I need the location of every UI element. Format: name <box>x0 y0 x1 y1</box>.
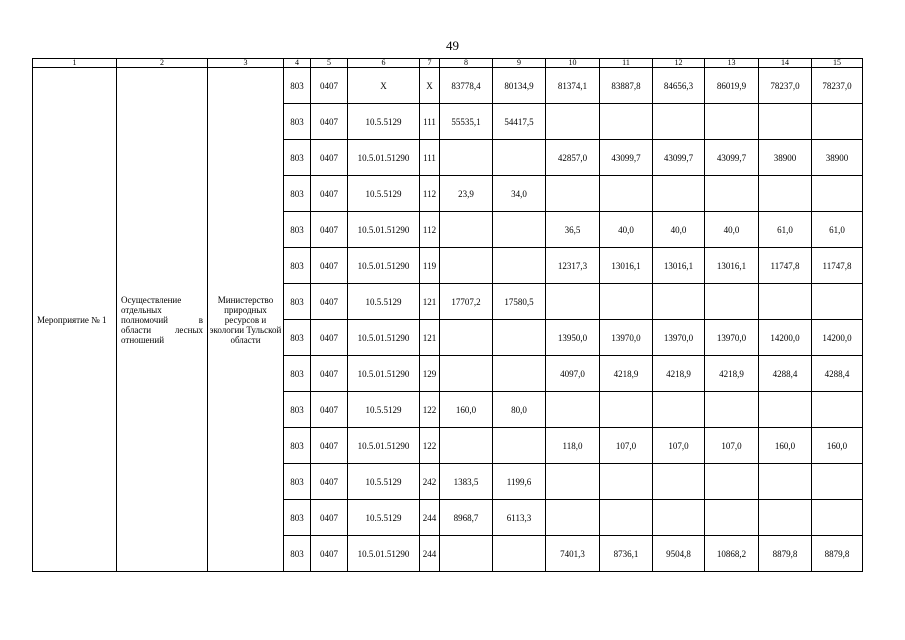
section-code: 0407 <box>311 104 348 140</box>
value-col-9: 6113,3 <box>493 500 546 536</box>
section-code: 0407 <box>311 248 348 284</box>
value-col-10 <box>546 284 600 320</box>
value-col-8: 83778,4 <box>440 68 493 104</box>
grbs-code: 803 <box>284 320 311 356</box>
value-col-13 <box>705 464 759 500</box>
expense-type: 121 <box>420 284 440 320</box>
section-code: 0407 <box>311 392 348 428</box>
value-col-12 <box>653 284 705 320</box>
value-col-12: 13016,1 <box>653 248 705 284</box>
grbs-code: 803 <box>284 140 311 176</box>
value-col-13: 13016,1 <box>705 248 759 284</box>
value-col-11 <box>600 500 653 536</box>
value-col-11 <box>600 464 653 500</box>
column-number-13: 13 <box>705 59 759 68</box>
section-code: 0407 <box>311 176 348 212</box>
value-col-15: 11747,8 <box>812 248 863 284</box>
section-code: 0407 <box>311 68 348 104</box>
grbs-code: 803 <box>284 356 311 392</box>
value-col-11: 13016,1 <box>600 248 653 284</box>
section-code: 0407 <box>311 356 348 392</box>
value-col-14 <box>759 176 812 212</box>
column-number-2: 2 <box>117 59 208 68</box>
value-col-15 <box>812 500 863 536</box>
value-col-15 <box>812 464 863 500</box>
value-col-12: 43099,7 <box>653 140 705 176</box>
value-col-12: 4218,9 <box>653 356 705 392</box>
value-col-9 <box>493 140 546 176</box>
grbs-code: 803 <box>284 212 311 248</box>
value-col-15 <box>812 392 863 428</box>
value-col-8: 1383,5 <box>440 464 493 500</box>
value-col-14: 11747,8 <box>759 248 812 284</box>
value-col-9: 80134,9 <box>493 68 546 104</box>
expense-type: 112 <box>420 212 440 248</box>
section-code: 0407 <box>311 212 348 248</box>
column-number-12: 12 <box>653 59 705 68</box>
grbs-code: 803 <box>284 176 311 212</box>
value-col-14 <box>759 104 812 140</box>
target-article: 10.5.5129 <box>348 176 420 212</box>
column-number-5: 5 <box>311 59 348 68</box>
column-number-9: 9 <box>493 59 546 68</box>
section-code: 0407 <box>311 536 348 572</box>
value-col-9: 17580,5 <box>493 284 546 320</box>
value-col-8 <box>440 428 493 464</box>
expense-type: 111 <box>420 104 440 140</box>
value-col-11: 40,0 <box>600 212 653 248</box>
value-col-14: 14200,0 <box>759 320 812 356</box>
value-col-12: 9504,8 <box>653 536 705 572</box>
value-col-14: 8879,8 <box>759 536 812 572</box>
value-col-13: 40,0 <box>705 212 759 248</box>
value-col-9 <box>493 536 546 572</box>
value-col-15: 78237,0 <box>812 68 863 104</box>
value-col-11: 83887,8 <box>600 68 653 104</box>
expense-type: 244 <box>420 500 440 536</box>
value-col-10 <box>546 392 600 428</box>
grbs-code: 803 <box>284 392 311 428</box>
value-col-8 <box>440 140 493 176</box>
value-col-15: 14200,0 <box>812 320 863 356</box>
column-number-8: 8 <box>440 59 493 68</box>
value-col-15 <box>812 284 863 320</box>
column-number-7: 7 <box>420 59 440 68</box>
column-number-1: 1 <box>33 59 117 68</box>
executor-cell: Министерство природных ресурсов и экологии Тульской области <box>208 68 284 572</box>
value-col-10: 118,0 <box>546 428 600 464</box>
value-col-9 <box>493 320 546 356</box>
value-col-10: 81374,1 <box>546 68 600 104</box>
target-article: 10.5.5129 <box>348 104 420 140</box>
value-col-14: 160,0 <box>759 428 812 464</box>
value-col-13 <box>705 284 759 320</box>
value-col-10 <box>546 464 600 500</box>
value-col-9 <box>493 212 546 248</box>
value-col-14: 61,0 <box>759 212 812 248</box>
value-col-10 <box>546 104 600 140</box>
value-col-12 <box>653 176 705 212</box>
header-row <box>33 59 863 68</box>
section-code: 0407 <box>311 140 348 176</box>
value-col-12: 107,0 <box>653 428 705 464</box>
expense-type: 121 <box>420 320 440 356</box>
target-article: 10.5.01.51290 <box>348 248 420 284</box>
expense-type: 244 <box>420 536 440 572</box>
value-col-9 <box>493 356 546 392</box>
value-col-13 <box>705 176 759 212</box>
value-col-10: 4097,0 <box>546 356 600 392</box>
table-row <box>33 68 863 104</box>
value-col-14 <box>759 500 812 536</box>
target-article: 10.5.01.51290 <box>348 356 420 392</box>
target-article: X <box>348 68 420 104</box>
grbs-code: 803 <box>284 104 311 140</box>
grbs-code: 803 <box>284 536 311 572</box>
value-col-12 <box>653 464 705 500</box>
expense-type: 112 <box>420 176 440 212</box>
value-col-15: 4288,4 <box>812 356 863 392</box>
target-article: 10.5.5129 <box>348 392 420 428</box>
expense-type: 129 <box>420 356 440 392</box>
value-col-8 <box>440 356 493 392</box>
expense-type: 111 <box>420 140 440 176</box>
value-col-15: 38900 <box>812 140 863 176</box>
grbs-code: 803 <box>284 68 311 104</box>
target-article: 10.5.5129 <box>348 464 420 500</box>
value-col-11: 8736,1 <box>600 536 653 572</box>
value-col-13: 13970,0 <box>705 320 759 356</box>
expense-type: 122 <box>420 428 440 464</box>
value-col-8 <box>440 212 493 248</box>
grbs-code: 803 <box>284 248 311 284</box>
value-col-14 <box>759 392 812 428</box>
value-col-9: 80,0 <box>493 392 546 428</box>
value-col-9: 54417,5 <box>493 104 546 140</box>
value-col-12 <box>653 104 705 140</box>
section-code: 0407 <box>311 428 348 464</box>
value-col-15 <box>812 176 863 212</box>
measure-name-cell: Мероприятие № 1 <box>33 68 117 572</box>
section-code: 0407 <box>311 500 348 536</box>
value-col-11 <box>600 104 653 140</box>
value-col-10 <box>546 500 600 536</box>
value-col-13 <box>705 392 759 428</box>
column-number-3: 3 <box>208 59 284 68</box>
value-col-11: 107,0 <box>600 428 653 464</box>
value-col-8 <box>440 248 493 284</box>
value-col-12: 13970,0 <box>653 320 705 356</box>
value-col-8 <box>440 536 493 572</box>
expense-type: 119 <box>420 248 440 284</box>
expense-type: 242 <box>420 464 440 500</box>
value-col-8: 17707,2 <box>440 284 493 320</box>
value-col-10 <box>546 176 600 212</box>
value-col-13: 10868,2 <box>705 536 759 572</box>
value-col-13: 43099,7 <box>705 140 759 176</box>
value-col-11 <box>600 392 653 428</box>
value-col-15: 61,0 <box>812 212 863 248</box>
value-col-8: 55535,1 <box>440 104 493 140</box>
expense-type: 122 <box>420 392 440 428</box>
target-article: 10.5.01.51290 <box>348 140 420 176</box>
value-col-9 <box>493 428 546 464</box>
column-number-6: 6 <box>348 59 420 68</box>
value-col-11 <box>600 284 653 320</box>
column-number-14: 14 <box>759 59 812 68</box>
value-col-8 <box>440 320 493 356</box>
target-article: 10.5.01.51290 <box>348 428 420 464</box>
value-col-12: 40,0 <box>653 212 705 248</box>
section-code: 0407 <box>311 284 348 320</box>
value-col-14: 38900 <box>759 140 812 176</box>
target-article: 10.5.01.51290 <box>348 320 420 356</box>
value-col-14 <box>759 464 812 500</box>
value-col-10: 42857,0 <box>546 140 600 176</box>
value-col-13 <box>705 500 759 536</box>
target-article: 10.5.5129 <box>348 284 420 320</box>
column-number-11: 11 <box>600 59 653 68</box>
grbs-code: 803 <box>284 284 311 320</box>
section-code: 0407 <box>311 464 348 500</box>
budget-table <box>32 58 863 572</box>
value-col-13: 107,0 <box>705 428 759 464</box>
value-col-10: 13950,0 <box>546 320 600 356</box>
value-col-8: 8968,7 <box>440 500 493 536</box>
target-article: 10.5.01.51290 <box>348 536 420 572</box>
value-col-14: 78237,0 <box>759 68 812 104</box>
value-col-13 <box>705 104 759 140</box>
value-col-14: 4288,4 <box>759 356 812 392</box>
column-number-10: 10 <box>546 59 600 68</box>
value-col-11: 13970,0 <box>600 320 653 356</box>
page-number: 49 <box>446 38 459 53</box>
value-col-8: 23,9 <box>440 176 493 212</box>
value-col-10: 12317,3 <box>546 248 600 284</box>
value-col-12: 84656,3 <box>653 68 705 104</box>
value-col-10: 7401,3 <box>546 536 600 572</box>
value-col-9 <box>493 248 546 284</box>
value-col-12 <box>653 392 705 428</box>
value-col-13: 86019,9 <box>705 68 759 104</box>
grbs-code: 803 <box>284 500 311 536</box>
target-article: 10.5.5129 <box>348 500 420 536</box>
value-col-15: 160,0 <box>812 428 863 464</box>
value-col-11 <box>600 176 653 212</box>
target-article: 10.5.01.51290 <box>348 212 420 248</box>
value-col-14 <box>759 284 812 320</box>
column-number-15: 15 <box>812 59 863 68</box>
measure-description-cell: Осуществление отдельных полномочий в области лесных отношений <box>117 68 208 572</box>
value-col-12 <box>653 500 705 536</box>
expense-type: X <box>420 68 440 104</box>
grbs-code: 803 <box>284 428 311 464</box>
grbs-code: 803 <box>284 464 311 500</box>
value-col-15: 8879,8 <box>812 536 863 572</box>
value-col-10: 36,5 <box>546 212 600 248</box>
column-number-4: 4 <box>284 59 311 68</box>
value-col-13: 4218,9 <box>705 356 759 392</box>
value-col-8: 160,0 <box>440 392 493 428</box>
value-col-9: 1199,6 <box>493 464 546 500</box>
value-col-9: 34,0 <box>493 176 546 212</box>
value-col-11: 4218,9 <box>600 356 653 392</box>
value-col-15 <box>812 104 863 140</box>
value-col-11: 43099,7 <box>600 140 653 176</box>
section-code: 0407 <box>311 320 348 356</box>
